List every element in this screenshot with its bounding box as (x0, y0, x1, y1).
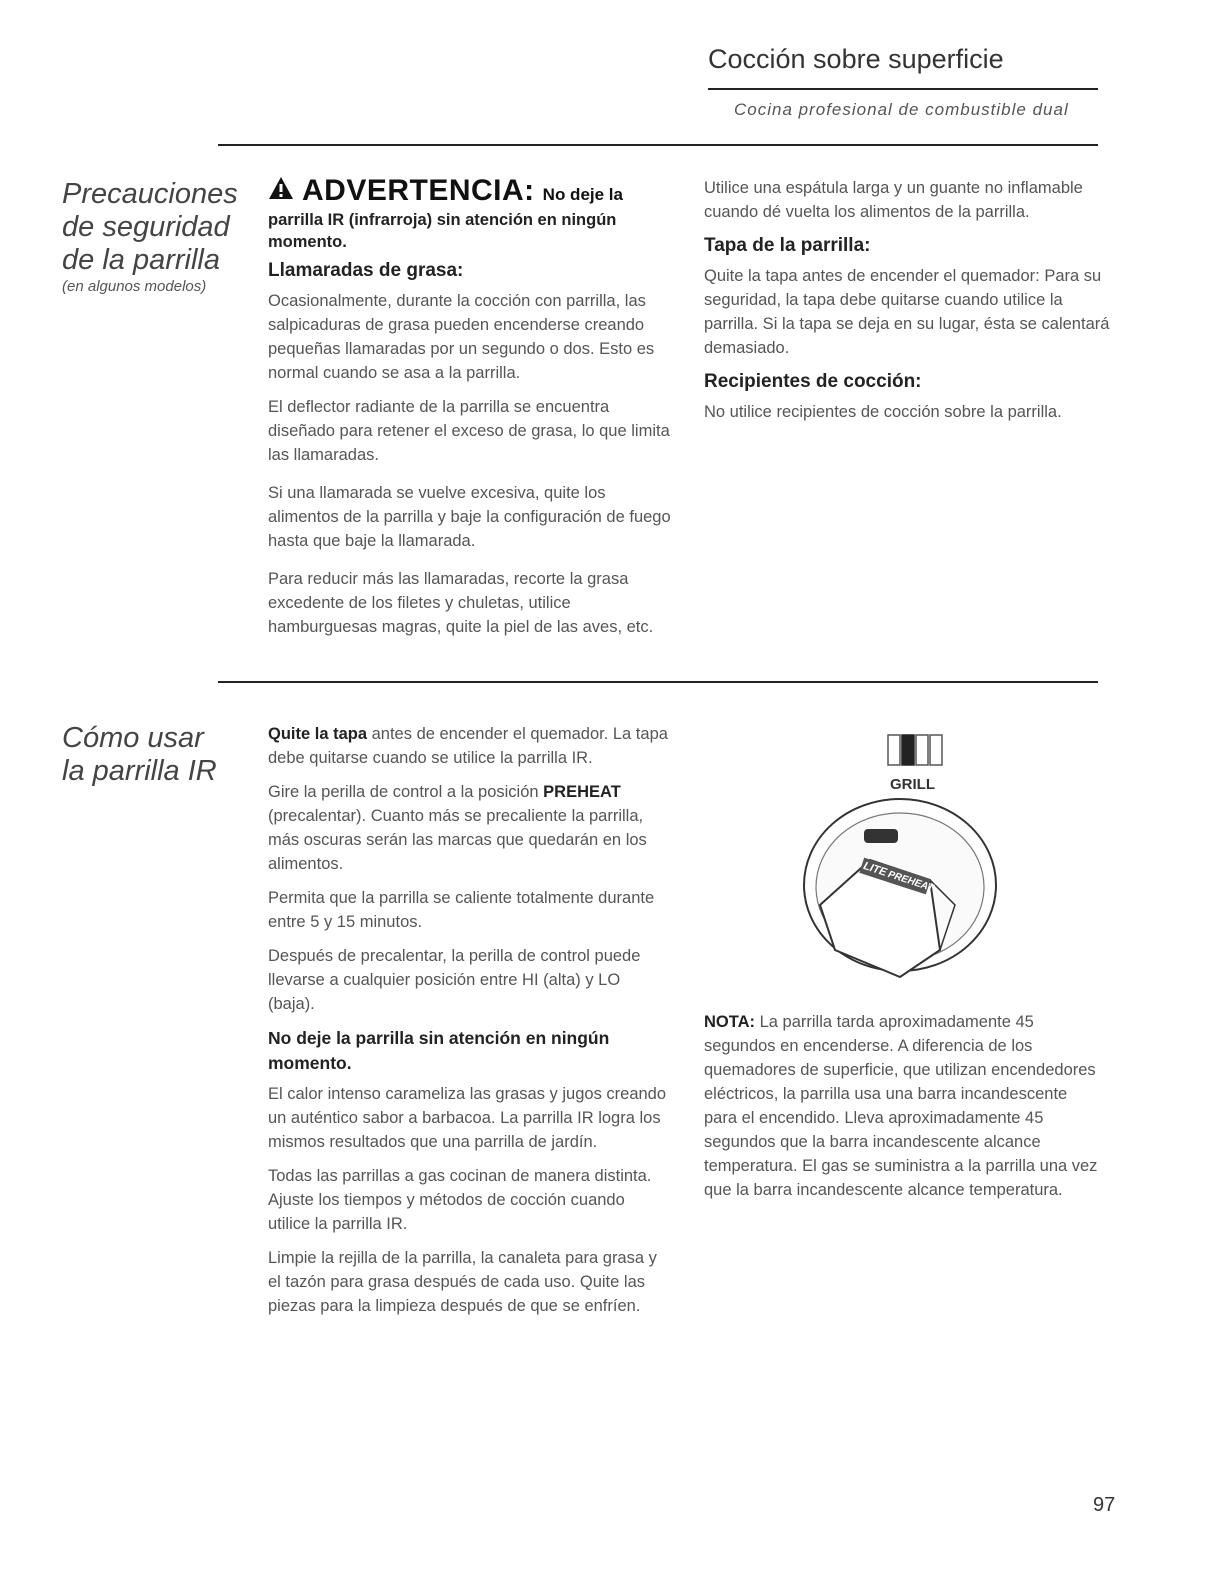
grill-knob-icon (780, 725, 1010, 995)
warning-label: ADVERTENCIA: (302, 174, 535, 207)
section1-title-line: de seguridad (62, 211, 230, 243)
paragraph: Todas las parrillas a gas cocinan de manera distinta. Ajuste los tiempos y métodos de cocción cuando utilice la parrilla IR. (268, 1167, 652, 1233)
warning-heading (268, 176, 680, 207)
section1-side-note: (en algunos modelos) (62, 278, 207, 295)
page-title: Cocción sobre superficie (708, 44, 1004, 74)
section2-title-line: la parrilla IR (62, 755, 217, 787)
paragraph-text: Gire la perilla de control a la posición (268, 783, 544, 801)
paragraph: Quite la tapa antes de encender el quemador: Para su seguridad, la tapa debe quitarse cuando utilice la parrilla. Si la tapa se deja en su lugar, ésta se calentará demasiado. (704, 267, 1110, 357)
section2-left-column (268, 722, 668, 1328)
grill-label: GRILL (890, 776, 935, 793)
paragraph: Ocasionalmente, durante la cocción con parrilla, las salpicaduras de grasa pueden encenderse creando pequeñas llamaradas por un segundo o dos. Esto es normal cuando se asa a la parrilla. (268, 292, 655, 382)
section-divider-middle (218, 681, 1098, 683)
section1-title-line: Precauciones (62, 178, 238, 210)
paragraph: Después de precalentar, la perilla de control puede llevarse a cualquier posición entre HI (alta) y LO (baja). (268, 947, 641, 1013)
note-text: La parrilla tarda aproximadamente 45 segundos en encenderse. A diferencia de los quemadores de superficie, que utilizan encendedores eléctricos, la parrilla usa una barra incandescente para el encendido. Lleva aproximadamente 45 segundos que la barra incandescente alcance temperatura. El gas se suministra a la parrilla una vez que la barra incandescente alcance temperatura. (704, 1013, 1098, 1199)
page-number: 97 (1093, 1494, 1116, 1516)
preheat-bold: PREHEAT (543, 783, 621, 801)
section1-left-column (268, 176, 680, 649)
warning-icon (268, 176, 294, 200)
knob-text-lite: LITE (861, 860, 889, 879)
page-subtitle: Cocina profesional de combustible dual (734, 100, 1069, 119)
paragraph: Utilice una espátula larga y un guante no inflamable cuando dé vuelta los alimentos de la parrilla. (704, 179, 1083, 221)
section1-right-column (704, 176, 1114, 434)
section1-title-line: de la parrilla (62, 244, 220, 276)
warning-text: parrilla IR (infrarroja) sin atención en ningún momento. (268, 211, 617, 251)
grease-flare-heading: Llamaradas de grasa: (268, 260, 464, 281)
warning-lead: No deje la (542, 185, 623, 204)
paragraph-text: (precalentar). Cuanto más se precaliente la parrilla, más oscuras serán las marcas que quedarán en los alimentos. (268, 807, 647, 873)
paragraph (268, 722, 668, 770)
section1-side-title (62, 178, 238, 277)
heat-indicator (888, 735, 942, 765)
paragraph: El deflector radiante de la parrilla se encuentra diseñado para retener el exceso de grasa, lo que limita las llamaradas. (268, 398, 670, 464)
paragraph: No utilice recipientes de cocción sobre la parrilla. (704, 403, 1062, 421)
paragraph: Para reducir más las llamaradas, recorte la grasa excedente de los filetes y chuletas, utilice hamburguesas magras, quite la piel de las aves, etc. (268, 570, 654, 636)
grill-knob-illustration (780, 725, 1010, 995)
note-block (704, 1010, 1104, 1202)
section-divider-top (218, 144, 1098, 146)
cookware-heading: Recipientes de cocción: (704, 371, 922, 392)
section2-side-title (62, 722, 217, 788)
note-label: NOTA: (704, 1013, 756, 1031)
paragraph: Permita que la parrilla se caliente totalmente durante entre 5 y 15 minutos. (268, 889, 655, 931)
header-rule (708, 88, 1098, 90)
paragraph: Si una llamarada se vuelve excesiva, quite los alimentos de la parrilla y baje la configuración de fuego hasta que baje la llamarada. (268, 484, 671, 550)
paragraph (268, 780, 668, 876)
grill-lid-heading: Tapa de la parrilla: (704, 235, 871, 256)
knob-text-preheat: PREHEAT (886, 869, 935, 895)
paragraph-text: antes de encender el quemador. La tapa debe quitarse cuando se utilice la parrilla IR. (268, 725, 668, 767)
paragraph: Limpie la rejilla de la parrilla, la canaleta para grasa y el tazón para grasa después de cada uso. Quite las piezas para la limpieza después de que se enfríen. (268, 1249, 657, 1315)
section2-title-line: Cómo usar (62, 722, 204, 754)
unattended-warning-heading: No deje la parrilla sin atención en ningún momento. (268, 1028, 610, 1073)
paragraph: El calor intenso carameliza las grasas y jugos creando un auténtico sabor a barbacoa. La parrilla IR logra los mismos resultados que una parrilla de jardín. (268, 1085, 667, 1151)
remove-lid-bold: Quite la tapa (268, 725, 368, 743)
